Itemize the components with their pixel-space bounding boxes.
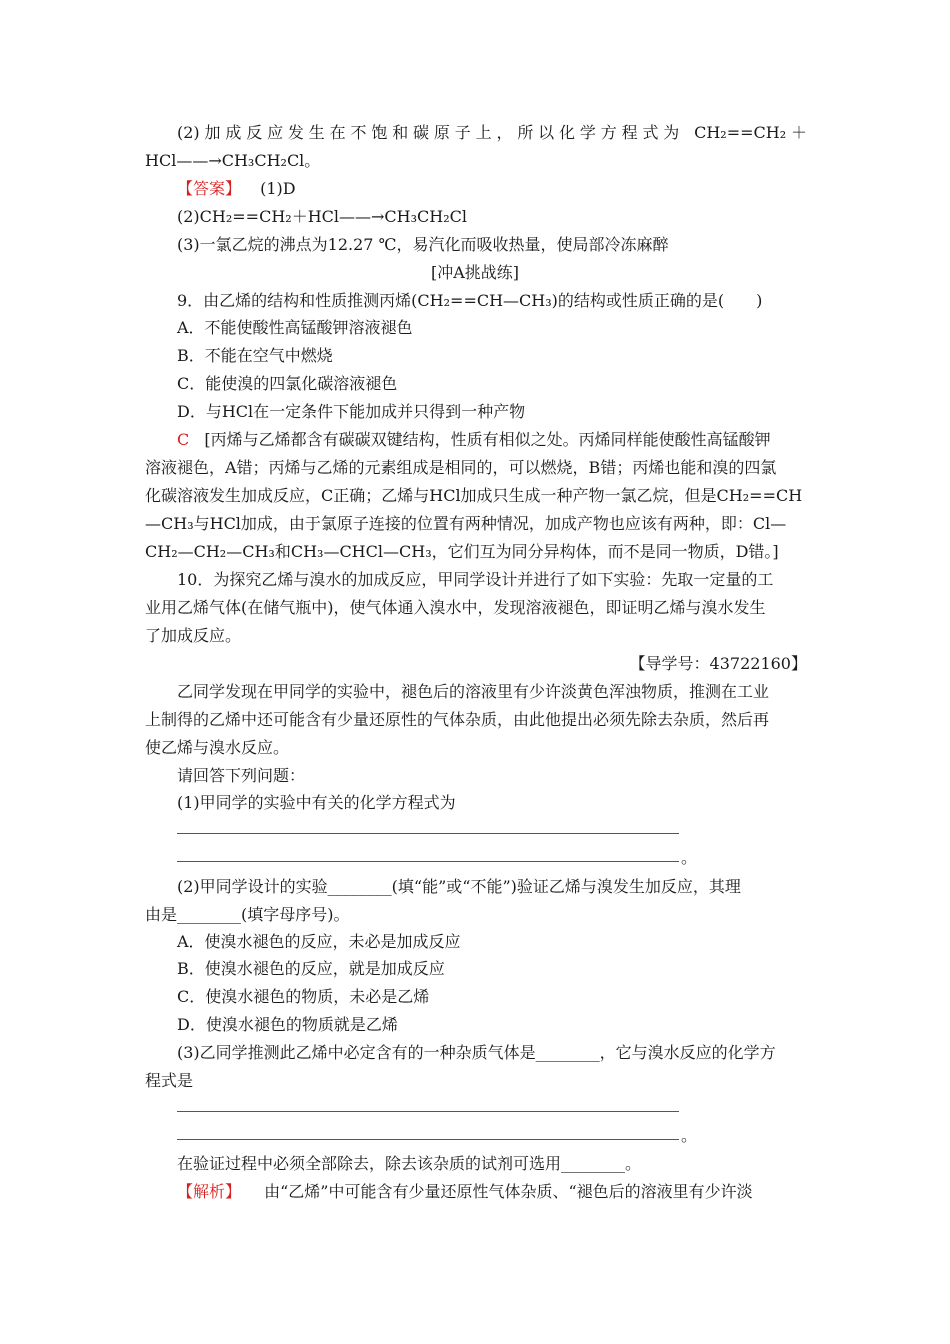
answer-blank-line[interactable]	[177, 861, 679, 862]
q10-stem-3: 了加成反应。	[145, 626, 242, 645]
q9-option-c: C．能使溴的四氯化碳溶液褪色	[177, 374, 398, 393]
analysis-text: 由“乙烯”中可能含有少量还原性气体杂质、“褪色后的溶液里有少许淡	[264, 1182, 753, 1201]
section-title: [冲A挑战练]	[430, 263, 520, 282]
analysis-tag: 【解析】	[177, 1182, 242, 1201]
period-mark: 。	[681, 848, 698, 867]
guide-number: 【导学号：43722160】	[629, 654, 807, 673]
q9-explanation-text: [丙烯与乙烯都含有碳碳双键结构，性质有相似之处。丙烯同样能使酸性高锰酸钾	[204, 430, 771, 449]
q9-option-d: D．与HCl在一定条件下能加成并只得到一种产物	[177, 402, 526, 421]
q10-part2-option-a: A．使溴水褪色的反应，未必是加成反应	[177, 932, 461, 951]
answer-block	[177, 179, 296, 199]
q10-part3-line2: 程式是	[145, 1071, 194, 1090]
answer-tag: 【答案】	[177, 179, 242, 198]
q10-ask: 请回答下列问题：	[177, 766, 306, 785]
answer-blank-line[interactable]	[177, 1139, 679, 1140]
q8-part2-line2: HCl——→CH₃CH₂Cl。	[145, 151, 321, 170]
q9-answer-letter: C	[177, 430, 190, 449]
q9-explanation-5: CH₂—CH₂—CH₃和CH₃—CHCl—CH₃，它们互为同分异构体，而不是同一物质，D错。]	[145, 542, 779, 561]
answer-blank-line[interactable]	[177, 833, 679, 834]
q9-explanation-4: —CH₃与HCl加成，由于氯原子连接的位置有两种情况，加成产物也应该有两种，即：Cl—	[145, 514, 787, 533]
q10-stem-2: 业用乙烯气体(在储气瓶中)，使气体通入溴水中，发现溶液褪色，即证明乙烯与溴水发生	[145, 598, 766, 617]
q9-option-b: B．不能在空气中燃烧	[177, 346, 333, 365]
q10-part2-line1: (2)甲同学设计的实验________(填“能”或“不能”)验证乙烯与溴发生加反应，其理	[177, 877, 741, 896]
q10-part2-option-b: B．使溴水褪色的反应，就是加成反应	[177, 959, 445, 978]
analysis-block	[177, 1182, 753, 1202]
q8-part2-line1: (2)加成反应发生在不饱和碳原子上，所以化学方程式为 CH₂==CH₂＋	[177, 123, 807, 142]
q10-part1: (1)甲同学的实验中有关的化学方程式为	[177, 793, 456, 812]
answer-1: (1)D	[260, 179, 296, 198]
q9-explanation-2: 溶液褪色，A错；丙烯与乙烯的元素组成是相同的，可以燃烧，B错；丙烯也能和溴的四氯	[145, 458, 777, 477]
answer-blank-line[interactable]	[177, 1111, 679, 1112]
q9-option-a: A．不能使酸性高锰酸钾溶液褪色	[177, 318, 413, 337]
q10-para-1: 乙同学发现在甲同学的实验中，褪色后的溶液里有少许淡黄色浑浊物质，推测在工业	[177, 682, 770, 701]
q10-para-2: 上制得的乙烯中还可能含有少量还原性的气体杂质，由此他提出必须先除去杂质，然后再	[145, 710, 770, 729]
q9-stem: 9．由乙烯的结构和性质推测丙烯(CH₂==CH—CH₃)的结构或性质正确的是( )	[177, 291, 763, 310]
q10-part2-option-d: D．使溴水褪色的物质就是乙烯	[177, 1015, 398, 1034]
q9-explanation-1	[177, 430, 771, 450]
q9-explanation-3: 化碳溶液发生加成反应，C正确；乙烯与HCl加成只生成一种产物一氯乙烷，但是CH₂==CH	[145, 486, 803, 505]
q10-para-3: 使乙烯与溴水反应。	[145, 738, 290, 757]
q10-part3-line1: (3)乙同学推测此乙烯中必定含有的一种杂质气体是________，它与溴水反应的化学方	[177, 1043, 776, 1062]
q10-part2-option-c: C．使溴水褪色的物质，未必是乙烯	[177, 987, 430, 1006]
answer-2: (2)CH₂==CH₂＋HCl——→CH₃CH₂Cl	[177, 207, 467, 226]
answer-3: (3)一氯乙烷的沸点为12.27 ℃，易汽化而吸收热量，使局部冷冻麻醉	[177, 235, 669, 254]
q10-part3-reagent: 在验证过程中必须全部除去，除去该杂质的试剂可选用________。	[177, 1154, 642, 1173]
q10-stem-1: 10．为探究乙烯与溴水的加成反应，甲同学设计并进行了如下实验：先取一定量的工	[177, 570, 774, 589]
period-mark: 。	[681, 1126, 698, 1145]
q10-part2-line2: 由是________(填字母序号)。	[145, 905, 350, 924]
